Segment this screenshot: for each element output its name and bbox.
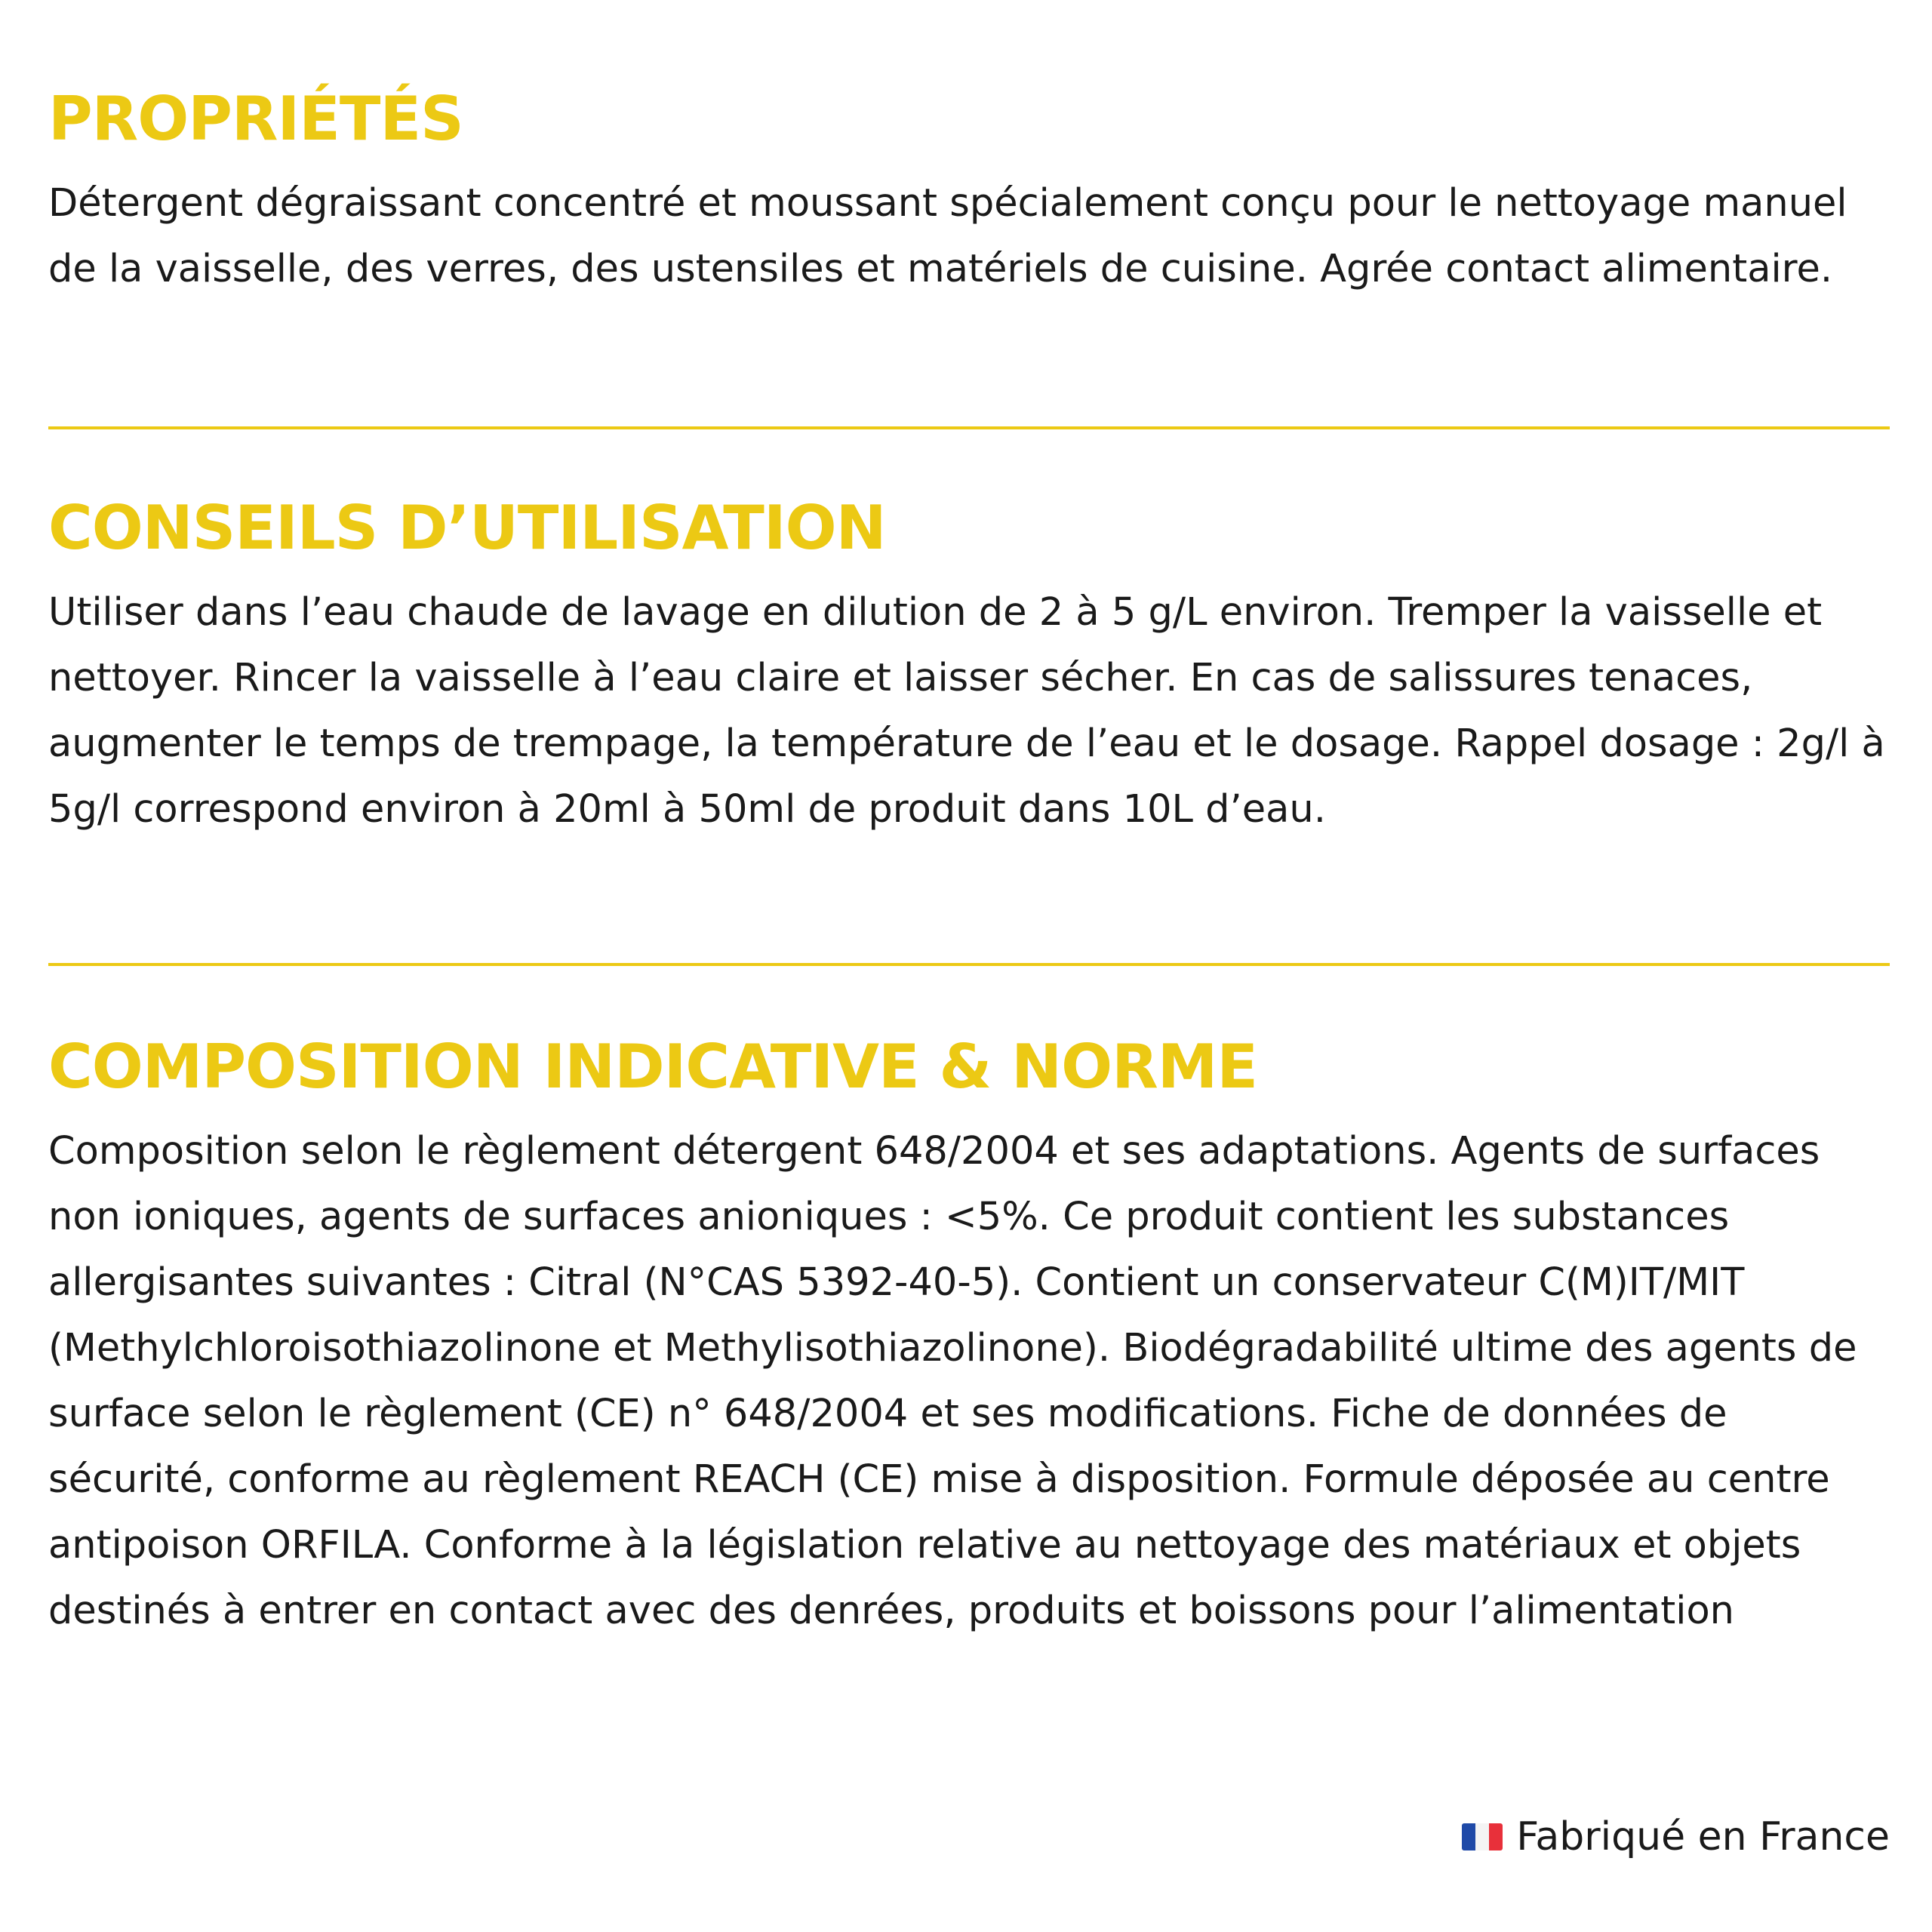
section-title: COMPOSITION INDICATIVE & NORME	[48, 1032, 1257, 1102]
section-composition-norme	[48, 1029, 1890, 1644]
section-text: Détergent dégraissant concentré et moussant spécialement conçu pour le nettoyage manuel de la vaisselle, des verres, des ustensiles et matériels de cuisine. Agrée contact alimentaire.	[48, 181, 1847, 291]
flag-stripe-white	[1475, 1823, 1489, 1850]
section-conseils-utilisation	[48, 491, 1890, 842]
product-info-sheet	[48, 0, 1890, 1932]
footer-text: Fabriqué en France	[1516, 1814, 1890, 1860]
section-proprietes	[48, 82, 1890, 302]
section-title: CONSEILS D’UTILISATION	[48, 493, 886, 563]
section-title: PROPRIÉTÉS	[48, 84, 463, 154]
section-text: Utiliser dans l’eau chaude de lavage en dilution de 2 à 5 g/L environ. Tremper la vaisselle et nettoyer. Rincer la vaisselle à l’eau claire et laisser sécher. En cas de salissures tenaces, augmenter le temps de trempage, la température de l’eau et le dosage. Rappel dosage : 2g/l à 5g/l correspond environ à 20ml à 50ml de produit dans 10L d’eau.	[48, 590, 1885, 832]
flag-stripe-red	[1489, 1823, 1503, 1850]
section-text: Composition selon le règlement détergent 648/2004 et ses adaptations. Agents de surfaces non ioniques, agents de surfaces anioniques : <5%. Ce produit contient les substances allergisantes suivantes : Citral (N°CAS 5392-40-5). Contient un conservateur C(M)IT/MIT (Methylchloroisothiazolinone et Methylisothiazolinone). Biodégradabilité ultime des agents de surface selon le règlement (CE) n° 648/2004 et ses modifications. Fiche de données de sécurité, conforme au règlement REACH (CE) mise à disposition. Formule déposée au centre antipoison ORFILA. Conforme à la législation relative au nettoyage des matériaux et objets destinés à entrer en contact avec des denrées, produits et boissons pour l’alimentation	[48, 1129, 1857, 1633]
made-in-france-footer	[1462, 1814, 1890, 1860]
france-flag-icon	[1462, 1823, 1503, 1850]
section-divider	[48, 963, 1890, 966]
section-divider	[48, 426, 1890, 429]
flag-stripe-blue	[1462, 1823, 1475, 1850]
